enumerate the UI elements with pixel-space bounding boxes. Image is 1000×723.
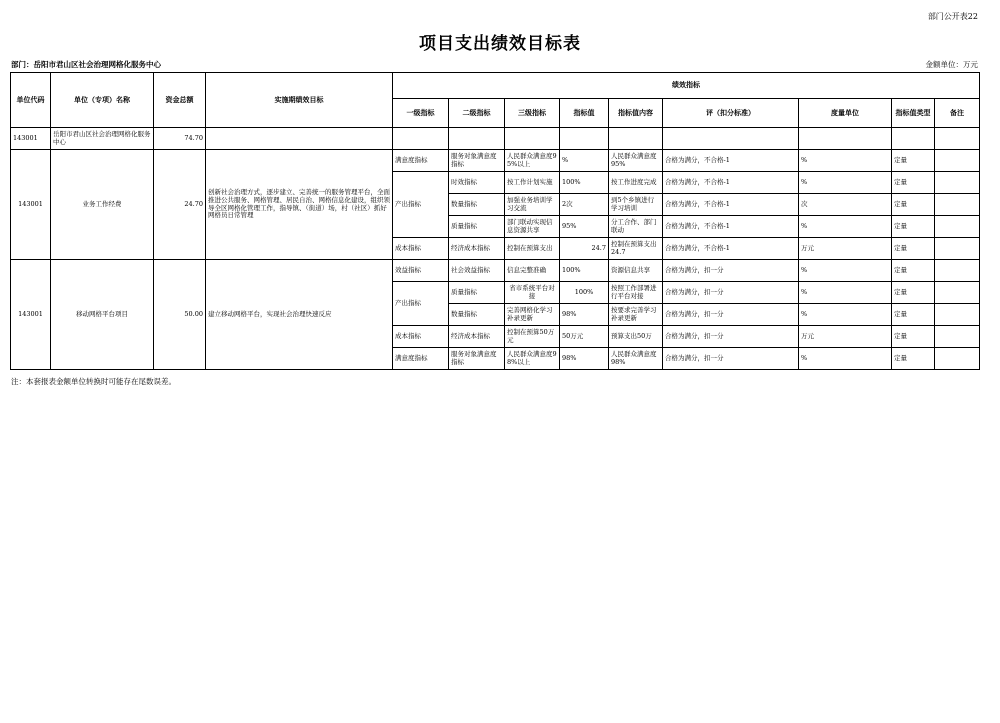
l1-indicator: 产出指标	[393, 282, 449, 326]
header-code: 单位代码	[11, 73, 51, 128]
l3-indicator: 按工作计划实施	[505, 172, 560, 194]
measure-unit: %	[799, 282, 892, 304]
header-l1: 一级指标	[393, 99, 449, 128]
indicator-value: 98%	[560, 304, 609, 326]
indicator-value: 50万元	[560, 326, 609, 348]
header-perf: 绩效指标	[393, 73, 980, 99]
indicator-content: 按照工作部署进行平台对接	[609, 282, 663, 304]
remark	[935, 326, 980, 348]
header-l2: 二级指标	[449, 99, 505, 128]
indicator-value: 2次	[560, 194, 609, 216]
department-label: 部门：岳阳市君山区社会治理网格化服务中心	[11, 60, 161, 69]
value-type: 定量	[892, 216, 935, 238]
l1-indicator: 效益指标	[393, 260, 449, 282]
measure-unit: %	[799, 304, 892, 326]
remark	[935, 260, 980, 282]
l2-indicator: 质量指标	[449, 216, 505, 238]
eval-standard: 合格为满分，不合格-1	[663, 238, 799, 260]
eval-standard: 合格为满分，不合格-1	[663, 172, 799, 194]
eval-standard: 合格为满分，扣一分	[663, 282, 799, 304]
summary-code: 143001	[11, 128, 51, 150]
indicator-value: 24.7	[560, 238, 609, 260]
value-type: 定量	[892, 172, 935, 194]
l3-indicator: 人民群众满意度98%以上	[505, 348, 560, 370]
project-goal: 创新社会治理方式，逐步建立、完善统一的服务管理平台，全面推进公共服务、网格管理、居民自治、网格信息化建设，组织领导全区网格化管理工作，指导镇、（街道）场，村（社区）抓好网格员日常管理	[206, 150, 393, 260]
l2-indicator: 时效指标	[449, 172, 505, 194]
indicator-value: 98%	[560, 348, 609, 370]
indicator-value: 100%	[560, 282, 609, 304]
project-name: 移动网格平台项目	[51, 260, 154, 370]
indicator-value: 100%	[560, 260, 609, 282]
eval-standard: 合格为满分，不合格-1	[663, 150, 799, 172]
value-type: 定量	[892, 194, 935, 216]
l3-indicator: 部门联动实现信息资源共享	[505, 216, 560, 238]
value-type: 定量	[892, 150, 935, 172]
l1-indicator: 产出指标	[393, 172, 449, 238]
l3-indicator: 人民群众满意度95%以上	[505, 150, 560, 172]
indicator-value: %	[560, 150, 609, 172]
project-goal: 建立移动网格平台，实现社会治理快速反应	[206, 260, 393, 370]
l2-indicator: 数量指标	[449, 194, 505, 216]
project-name: 业务工作经费	[51, 150, 154, 260]
l2-indicator: 服务对象满意度指标	[449, 348, 505, 370]
remark	[935, 348, 980, 370]
l3-indicator: 完善网格化学习补录更新	[505, 304, 560, 326]
table-row	[11, 128, 980, 150]
l2-indicator: 服务对象满意度指标	[449, 150, 505, 172]
measure-unit: %	[799, 150, 892, 172]
header-name: 单位（专项）名称	[51, 73, 154, 128]
measure-unit: %	[799, 348, 892, 370]
page-title: 项目支出绩效目标表	[419, 34, 581, 54]
l2-indicator: 数量指标	[449, 304, 505, 326]
summary-amount: 74.70	[154, 128, 206, 150]
measure-unit: 次	[799, 194, 892, 216]
measure-unit: 万元	[799, 326, 892, 348]
indicator-value: 100%	[560, 172, 609, 194]
l1-indicator: 成本指标	[393, 238, 449, 260]
value-type: 定量	[892, 304, 935, 326]
l2-indicator: 社会效益指标	[449, 260, 505, 282]
indicator-content: 按工作进度完成	[609, 172, 663, 194]
l1-indicator: 满意度指标	[393, 348, 449, 370]
value-type: 定量	[892, 282, 935, 304]
amount-unit-label: 金额单位：万元	[925, 60, 978, 69]
indicator-value: 95%	[560, 216, 609, 238]
l2-indicator: 经济成本指标	[449, 326, 505, 348]
l3-indicator: 信息完整准确	[505, 260, 560, 282]
l1-indicator: 满意度指标	[393, 150, 449, 172]
remark	[935, 150, 980, 172]
remark	[935, 172, 980, 194]
indicator-content: 分工合作、部门联动	[609, 216, 663, 238]
remark	[935, 282, 980, 304]
indicator-content: 人民群众满意度98%	[609, 348, 663, 370]
header-type: 指标值类型	[892, 99, 935, 128]
performance-table	[10, 72, 980, 370]
remark	[935, 304, 980, 326]
l3-indicator: 控制在预算50万元	[505, 326, 560, 348]
l2-indicator: 经济成本指标	[449, 238, 505, 260]
project-amount: 24.70	[154, 150, 206, 260]
l3-indicator: 控制在预算支出	[505, 238, 560, 260]
measure-unit: 万元	[799, 238, 892, 260]
project-amount: 50.00	[154, 260, 206, 370]
eval-standard: 合格为满分，扣一分	[663, 304, 799, 326]
eval-standard: 合格为满分，不合格-1	[663, 216, 799, 238]
header-remark: 备注	[935, 99, 980, 128]
l1-indicator: 成本指标	[393, 326, 449, 348]
indicator-content: 人民群众满意度95%	[609, 150, 663, 172]
value-type: 定量	[892, 238, 935, 260]
value-type: 定量	[892, 326, 935, 348]
measure-unit: %	[799, 216, 892, 238]
remark	[935, 238, 980, 260]
indicator-content: 预算支出50万	[609, 326, 663, 348]
header-measure: 度量单位	[799, 99, 892, 128]
remark	[935, 194, 980, 216]
value-type: 定量	[892, 348, 935, 370]
header-amount: 资金总额	[154, 73, 206, 128]
l3-indicator: 省市系统平台对接	[505, 282, 560, 304]
eval-standard: 合格为满分，扣一分	[663, 260, 799, 282]
measure-unit: %	[799, 172, 892, 194]
value-type: 定量	[892, 260, 935, 282]
l2-indicator: 质量指标	[449, 282, 505, 304]
eval-standard: 合格为满分，扣一分	[663, 348, 799, 370]
summary-name: 岳阳市君山区社会治理网格化服务中心	[51, 128, 154, 150]
indicator-content: 按要求完善学习补录更新	[609, 304, 663, 326]
table-row	[11, 150, 980, 172]
project-code: 143001	[11, 150, 51, 260]
indicator-content: 资源信息共享	[609, 260, 663, 282]
l3-indicator: 加强业务培训学习交流	[505, 194, 560, 216]
page-number: 部门公开表22	[927, 12, 978, 21]
header-l3: 三级指标	[505, 99, 560, 128]
header-content: 指标值内容	[609, 99, 663, 128]
header-goal: 实施期绩效目标	[206, 73, 393, 128]
eval-standard: 合格为满分，不合格-1	[663, 194, 799, 216]
indicator-content: 控制在预算支出24.7	[609, 238, 663, 260]
header-value: 指标值	[560, 99, 609, 128]
header-eval: 评（扣分标准）	[663, 99, 799, 128]
remark	[935, 216, 980, 238]
footnote: 注：本套报表金额单位转换时可能存在尾数误差。	[11, 377, 176, 386]
indicator-content: 到5个乡镇进行学习培训	[609, 194, 663, 216]
measure-unit: %	[799, 260, 892, 282]
project-code: 143001	[11, 260, 51, 370]
table-row	[11, 260, 980, 282]
eval-standard: 合格为满分，扣一分	[663, 326, 799, 348]
